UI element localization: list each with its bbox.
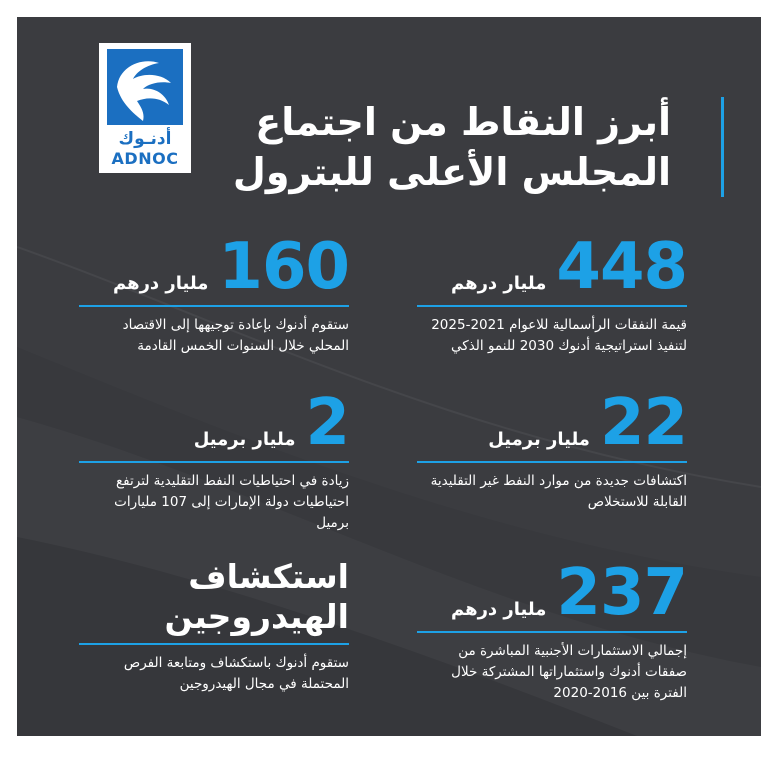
stat-unit: مليار برميل xyxy=(488,429,590,450)
stat-capex xyxy=(417,230,687,357)
hydrogen-title-line-2: الهيدروجين xyxy=(164,597,349,636)
stat-unconventional-oil xyxy=(417,386,687,513)
stat-divider xyxy=(79,643,349,645)
title-line-1: أبرز النقاط من اجتماع xyxy=(255,100,671,144)
stat-description: اكتشافات جديدة من موارد النفط غير التقليدية القابلة للاستخلاص xyxy=(430,473,687,510)
stat-divider xyxy=(79,461,349,463)
stat-divider xyxy=(417,461,687,463)
stat-number: 160 xyxy=(218,230,349,304)
hydrogen-title-line-1: استكشاف xyxy=(188,557,349,596)
stat-number: 22 xyxy=(599,386,687,460)
stat-description: ستقوم أدنوك باستكشاف ومتابعة الفرص المحتملة في مجال الهيدروجين xyxy=(123,655,349,692)
stat-local-economy xyxy=(79,230,349,357)
stat-unit: مليار برميل xyxy=(193,429,296,450)
title-line-2: المجلس الأعلى للبترول xyxy=(232,150,671,194)
logo-arabic-text: أدنـوك xyxy=(118,129,172,149)
stat-fdi xyxy=(417,556,687,704)
stat-unit: مليار درهم xyxy=(112,273,209,294)
stat-number: 237 xyxy=(556,556,687,630)
stat-divider xyxy=(417,305,687,307)
stat-description: قيمة النفقات الرأسمالية للاعوام 2021-2025 لتنفيذ استراتيجية أدنوك 2030 للنمو الذكي xyxy=(431,317,687,354)
stat-divider xyxy=(79,305,349,307)
stat-divider xyxy=(417,631,687,633)
title-accent-bar xyxy=(721,97,724,197)
stat-unit: مليار درهم xyxy=(450,599,547,620)
stat-number: 2 xyxy=(305,386,349,460)
stat-description: ستقوم أدنوك بإعادة توجيهها إلى الاقتصاد المحلي خلال السنوات الخمس القادمة xyxy=(122,317,349,354)
stat-unit: مليار درهم xyxy=(450,273,547,294)
infographic-panel xyxy=(17,17,761,736)
stat-description: زيادة في احتياطيات النفط التقليدية لترتفع احتياطيات دولة الإمارات إلى 107 مليارات برميل xyxy=(114,473,349,531)
page-title xyxy=(191,97,671,197)
stat-description: إجمالي الاستثمارات الأجنبية المباشرة من صفقات أدنوك واستثماراتها المشتركة خلال الفترة بين 2016-2020 xyxy=(451,643,687,701)
adnoc-logo xyxy=(99,43,191,173)
logo-english-text: ADNOC xyxy=(111,149,179,168)
stat-hydrogen xyxy=(79,557,349,695)
stat-number: 448 xyxy=(556,230,687,304)
falcon-logo-icon xyxy=(107,49,183,125)
stat-conventional-oil xyxy=(79,386,349,534)
